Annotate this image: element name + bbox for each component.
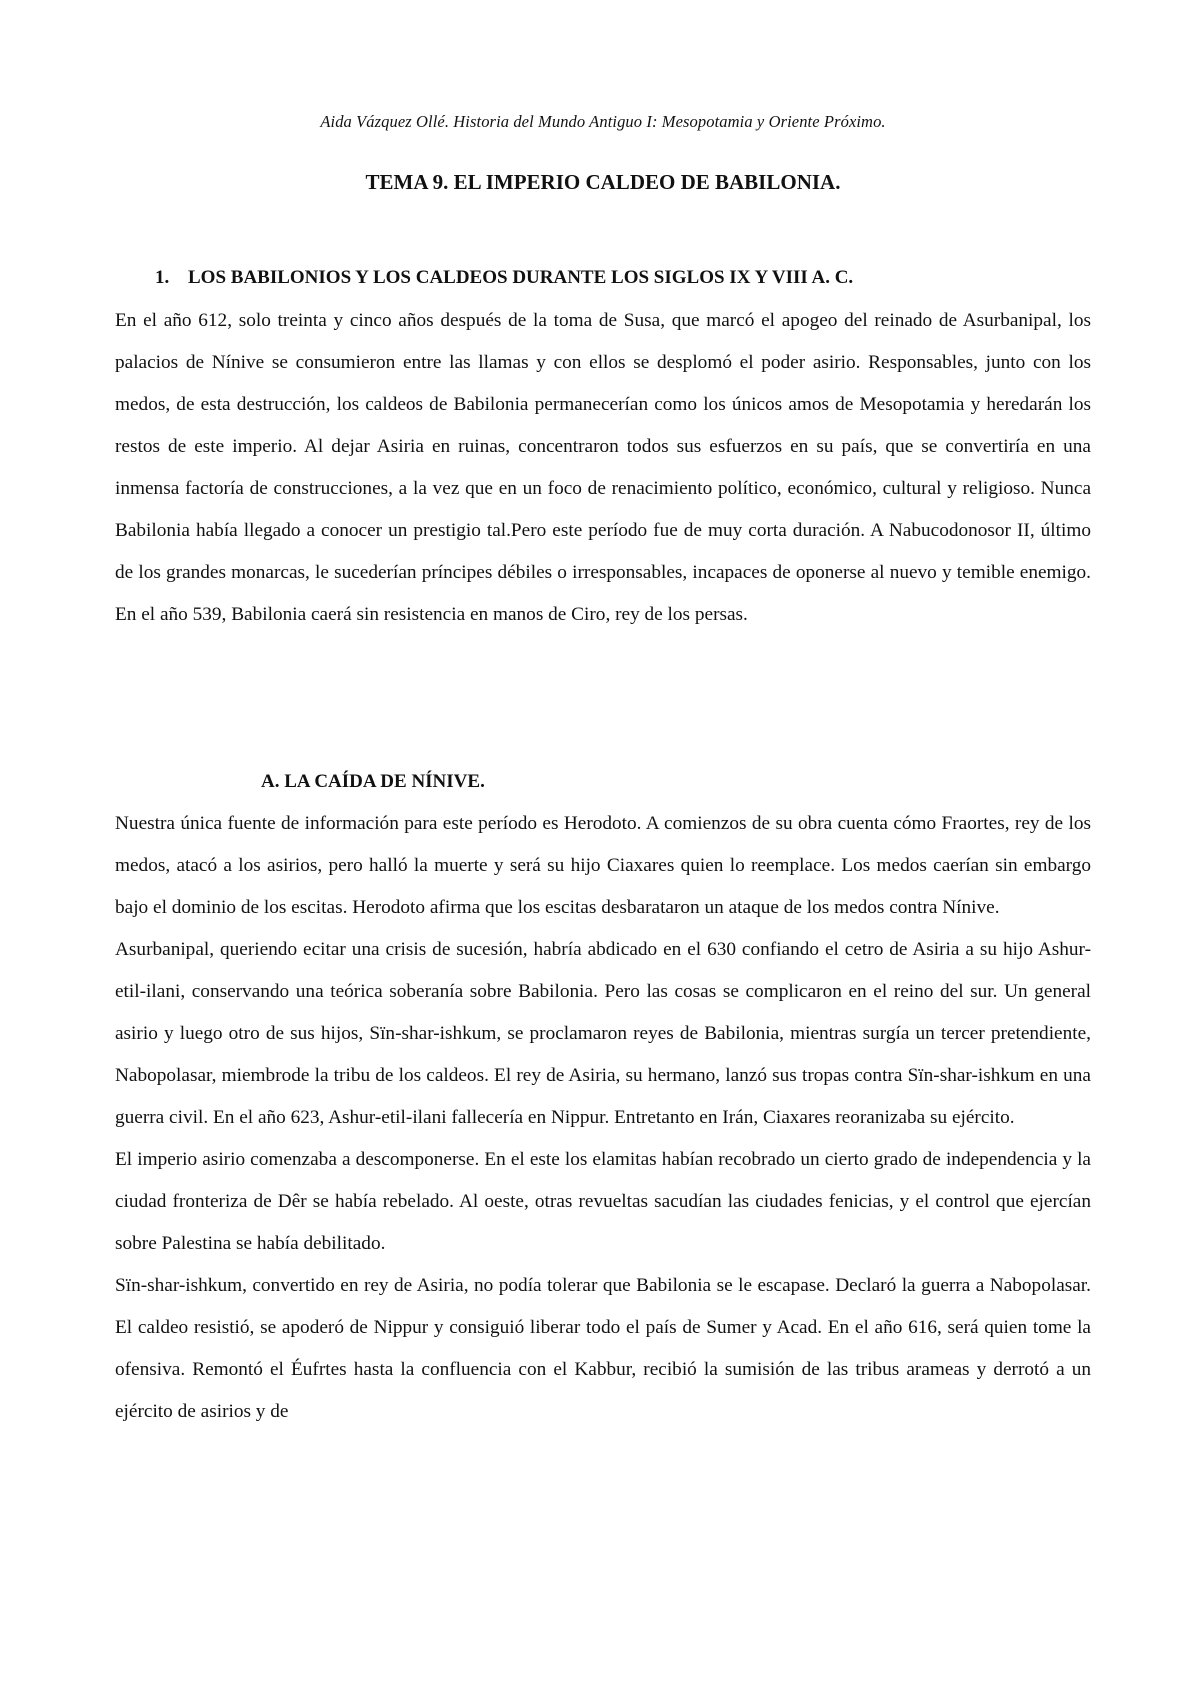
section-number: 1. — [155, 267, 170, 288]
running-head: Aida Vázquez Ollé. Historia del Mundo Antiguo I: Mesopotamia y Oriente Próximo. — [320, 112, 886, 131]
paragraph: El imperio asirio comenzaba a descomponerse. En el este los elamitas habían recobrado un cierto grado de independencia y la ciudad fronteriza de Dêr se había rebelado. Al oeste, otras revueltas sacudían las ciudades fenicias, y el control que ejercían sobre Palestina se había debilitado. — [115, 1149, 1091, 1254]
paragraph: Nuestra única fuente de información para este período es Herodoto. A comienzos de su obra cuenta cómo Fraortes, rey de los medos, atacó a los asirios, pero halló la muerte y será su hijo Ciaxares quien lo reemplace. Los medos caerían sin embargo bajo el dominio de los escitas. Herodoto afirma que los escitas desbarataron un ataque de los medos contra Nínive. — [115, 813, 1091, 918]
section-body — [115, 300, 1091, 636]
subsection-body — [115, 803, 1091, 1433]
paragraph: Sïn-shar-ishkum, convertido en rey de Asiria, no podía tolerar que Babilonia se le escapase. Declaró la guerra a Nabopolasar. El caldeo resistió, se apoderó de Nippur y consiguió liberar todo el país de Sumer y Acad. En el año 616, será quien tome la ofensiva. Remontó el Éufrtes hasta la confluencia con el Kabbur, recibió la sumisión de las tribus arameas y derrotó a un ejército de asirios y de — [115, 1275, 1091, 1422]
paragraph: En el año 612, solo treinta y cinco años después de la toma de Susa, que marcó el apogeo del reinado de Asurbanipal, los palacios de Nínive se consumieron entre las llamas y con ellos se desplomó el poder asirio. Responsables, junto con los medos, de esta destrucción, los caldeos de Babilonia permanecerían como los únicos amos de Mesopotamia y heredarán los restos de este imperio. Al dejar Asiria en ruinas, concentraron todos sus esfuerzos en su país, que se convertiría en una inmensa factoría de construcciones, a la vez que en un foco de renacimiento político, económico, cultural y religioso. Nunca Babilonia había llegado a conocer un prestigio tal.Pero este período fue de muy corta duración. A Nabucodonosor II, último de los grandes monarcas, le sucederían príncipes débiles o irresponsables, incapaces de oponerse al nuevo y temible enemigo. En el año 539, Babilonia caerá sin resistencia en manos de Ciro, rey de los persas. — [115, 310, 1091, 625]
subsection-heading: A. LA CAÍDA DE NÍNIVE. — [261, 771, 485, 792]
paragraph: Asurbanipal, queriendo ecitar una crisis de sucesión, habría abdicado en el 630 confiando el cetro de Asiria a su hijo Ashur-etil-ilani, conservando una teórica soberanía sobre Babilonia. Pero las cosas se complicaron en el reino del sur. Un general asirio y luego otro de sus hijos, Sïn-shar-ishkum, se proclamaron reyes de Babilonia, mientras surgía un tercer pretendiente, Nabopolasar, miembrode la tribu de los caldeos. El rey de Asiria, su hermano, lanzó sus tropas contra Sïn-shar-ishkum en una guerra civil. En el año 623, Ashur-etil-ilani fallecería en Nippur. Entretanto en Irán, Ciaxares reoranizaba su ejército. — [115, 939, 1091, 1128]
section-heading — [155, 267, 1091, 289]
section-heading-text: LOS BABILONIOS Y LOS CALDEOS DURANTE LOS SIGLOS IX Y VIII A. C. — [188, 267, 854, 288]
document-title: TEMA 9. EL IMPERIO CALDEO DE BABILONIA. — [365, 170, 841, 194]
